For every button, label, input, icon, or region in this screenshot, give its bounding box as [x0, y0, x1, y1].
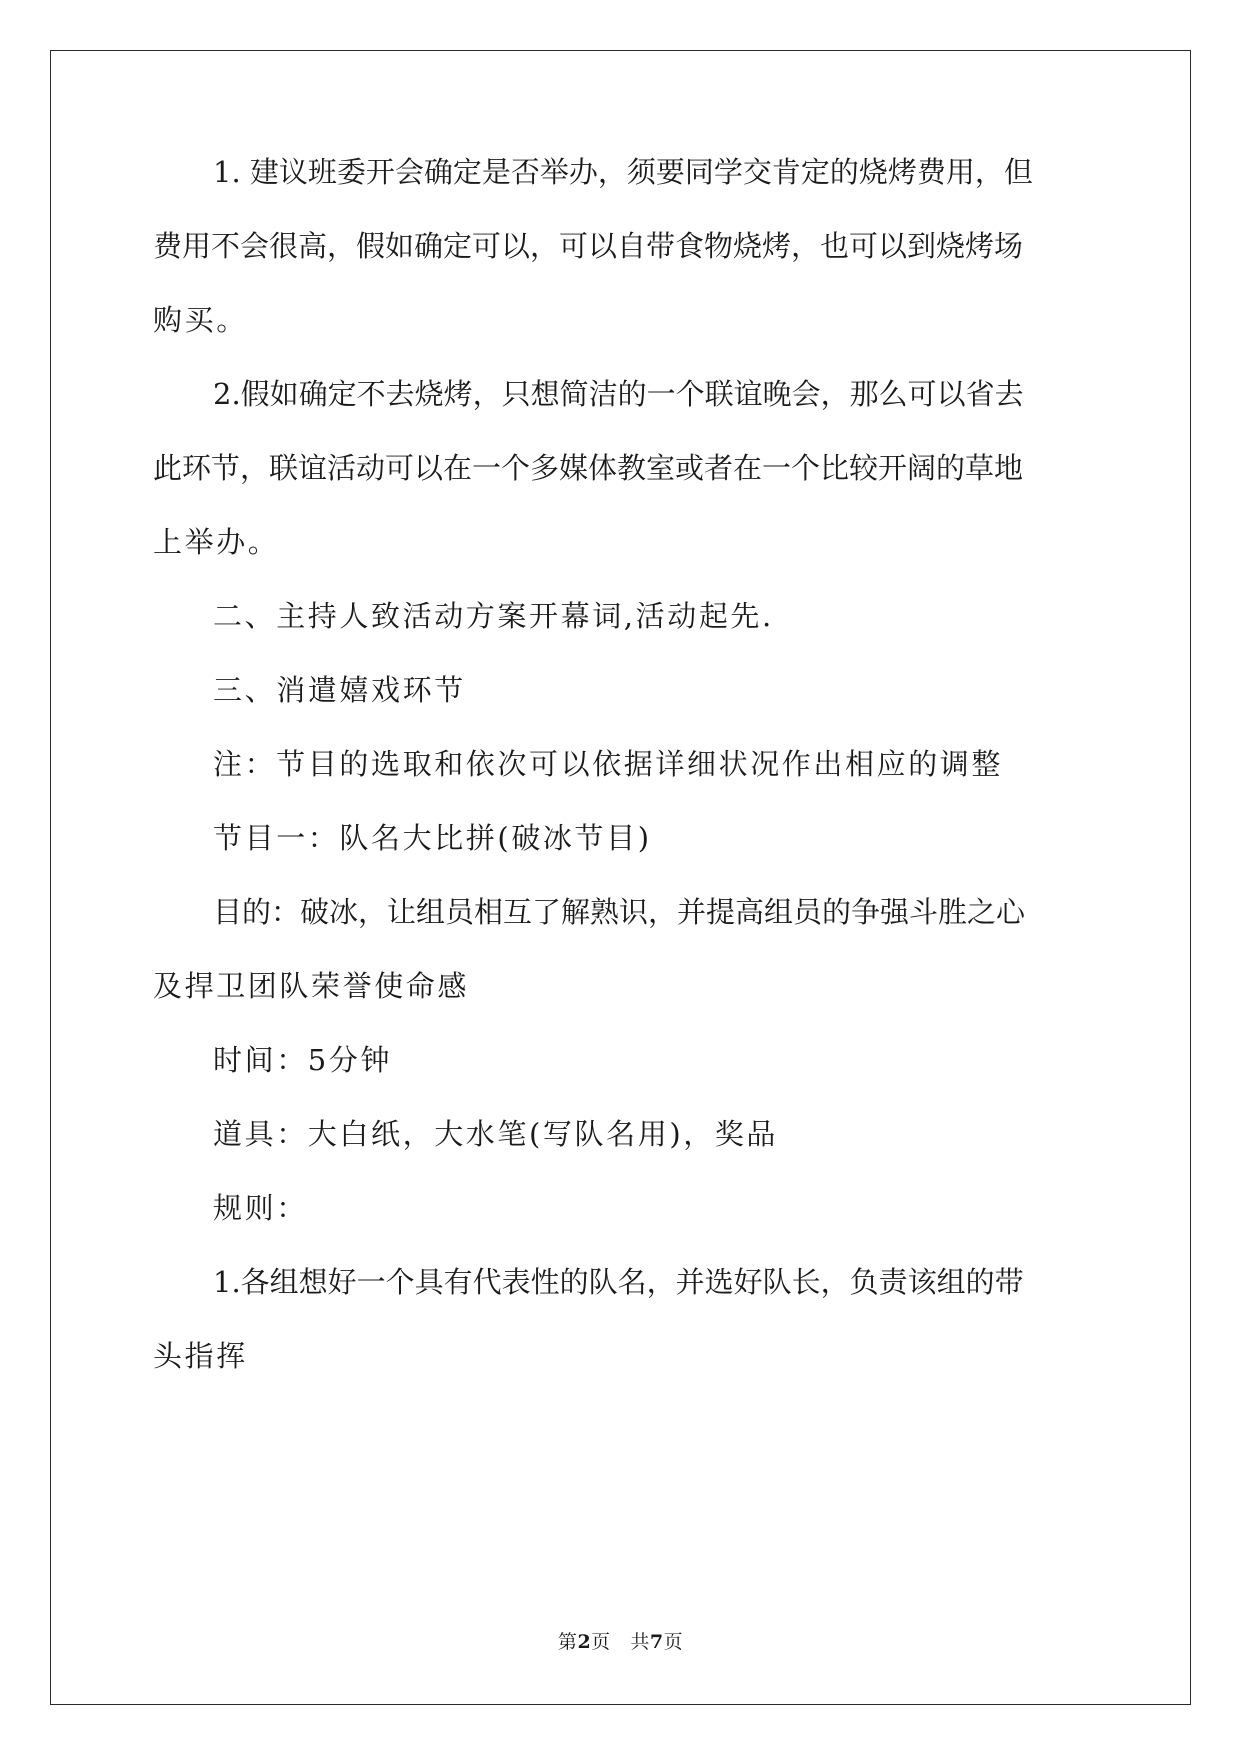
paragraph-line: 费用不会很高，假如确定可以，可以自带食物烧烤，也可以到烧烤场: [153, 229, 1024, 263]
section-heading: 三、消遣嬉戏环节: [213, 673, 466, 707]
page-footer: [0, 1630, 1241, 1654]
paragraph-line: 此环节，联谊活动可以在一个多媒体教室或者在一个比较开阔的草地: [153, 451, 1024, 485]
footer-page-prefix: 第: [557, 1631, 578, 1653]
paragraph-line: 目的：破冰，让组员相互了解熟识，并提高组员的争强斗胜之心: [213, 895, 1026, 929]
rules-heading: 规则：: [213, 1191, 308, 1225]
props-line: 道具：大白纸，大水笔(写队名用)，奖品: [213, 1117, 779, 1151]
note-line: 注：节目的选取和依次可以依据详细状况作出相应的调整: [213, 747, 1004, 781]
paragraph-line: 及捍卫团队荣誉使命感: [153, 969, 470, 1003]
time-line: 时间：5分钟: [213, 1043, 393, 1077]
program-title: 节目一：队名大比拼(破冰节目): [213, 821, 652, 855]
paragraph-line: 1. 建议班委开会确定是否举办，须要同学交肯定的烧烤费用，但: [213, 155, 1033, 189]
paragraph-line: 2.假如确定不去烧烤，只想简洁的一个联谊晚会，那么可以省去: [213, 377, 1024, 411]
paragraph-line: 头指挥: [153, 1339, 248, 1373]
footer-page-suffix: 页: [591, 1631, 611, 1653]
footer-total-suffix: 页: [663, 1631, 684, 1653]
page-border: [50, 50, 1191, 1705]
paragraph-line: 1.各组想好一个具有代表性的队名，并选好队长，负责该组的带: [213, 1265, 1024, 1299]
footer-current-page: 2: [577, 1631, 592, 1653]
footer-total-prefix: 共: [630, 1631, 650, 1653]
footer-total-pages: 7: [649, 1631, 664, 1653]
paragraph-line: 购买。: [153, 303, 248, 337]
paragraph-line: 上举办。: [153, 525, 280, 559]
section-heading: 二、主持人致活动方案开幕词,活动起先.: [213, 599, 774, 633]
